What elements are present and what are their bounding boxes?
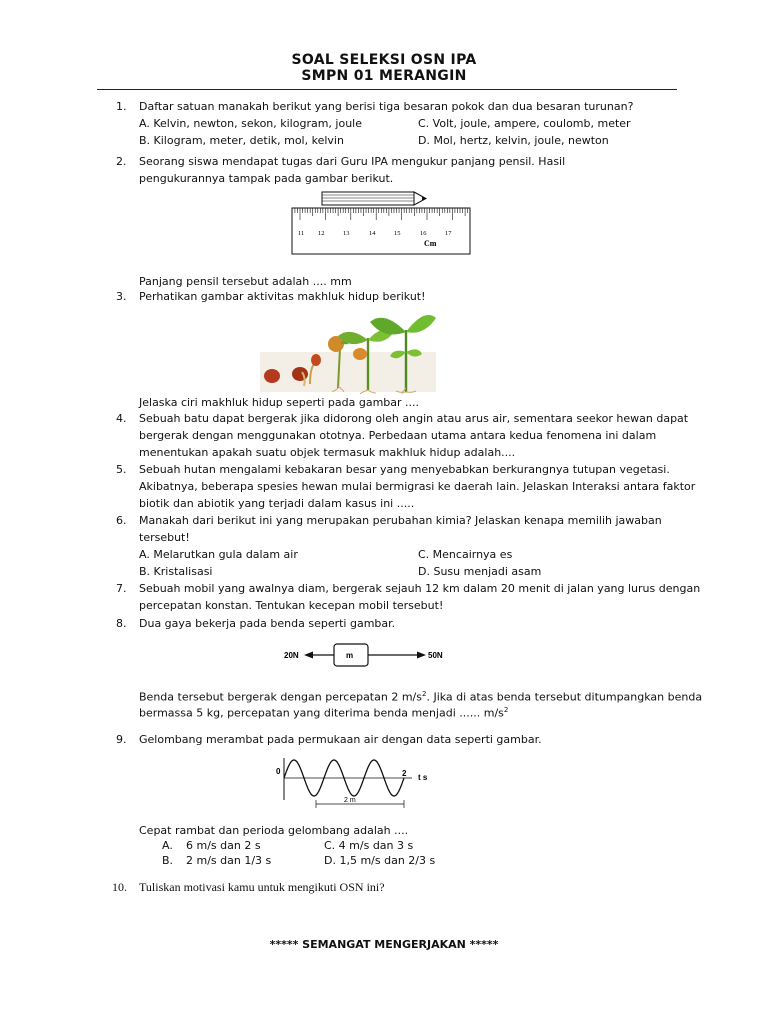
question-4-number: 4.: [116, 412, 127, 425]
question-6-line-2: tersebut!: [139, 531, 190, 544]
question-1-option-c: C. Volt, joule, ampere, coulomb, meter: [418, 117, 631, 130]
ruler-tick-label-14: 14: [369, 230, 376, 237]
question-8-prompt-1: Benda tersebut bergerak dengan percepatan 2 $m/s^2$. Jika di atas benda tersebut ditumpangkan benda: [139, 690, 703, 704]
question-2-line-1: Seorang siswa mendapat tugas dari Guru IPA mengukur panjang pensil. Hasil: [139, 155, 566, 168]
question-7-number: 7.: [116, 582, 127, 595]
question-9-number: 9.: [116, 733, 127, 746]
question-5-number: 5.: [116, 463, 127, 476]
question-2-line-2: pengukurannya tampak pada gambar berikut.: [139, 172, 394, 185]
footer-motto: ***** SEMANGAT MENGERJAKAN *****: [269, 938, 499, 951]
question-4-line-3: menentukan apakah suatu objek termasuk makhluk hidup adalah....: [139, 446, 516, 459]
question-3-text: Perhatikan gambar aktivitas makhluk hidup berikut!: [139, 290, 426, 303]
soil-background: [260, 352, 436, 392]
page-title: SOAL SELEKSI OSN IPA: [291, 52, 477, 68]
question-6-option-d: D. Susu menjadi asam: [418, 565, 542, 578]
ruler-tick-label-15: 15: [394, 230, 401, 237]
question-9-prompt: Cepat rambat dan perioda gelombang adalah ....: [139, 824, 409, 837]
wavelength-label: 2 m: [344, 797, 356, 804]
seed-icon: [264, 369, 280, 383]
question-9-text: Gelombang merambat pada permukaan air dengan data seperti gambar.: [139, 733, 542, 746]
page-subtitle: SMPN 01 MERANGIN: [301, 68, 467, 84]
question-1-option-d: D. Mol, hertz, kelvin, joule, newton: [418, 134, 609, 147]
question-7-line-2: percepatan konstan. Tentukan kecepan mobil tersebut!: [139, 599, 444, 612]
question-1-option-b: B. Kilogram, meter, detik, mol, kelvin: [139, 134, 344, 147]
question-8-prompt-2: bermassa 5 kg, percepatan yang diterima benda menjadi ...... $m/s^2$: [139, 706, 509, 720]
question-8-text: Dua gaya bekerja pada benda seperti gambar.: [139, 617, 396, 630]
question-6-option-b: B. Kristalisasi: [139, 565, 213, 578]
wave-diagram: [272, 752, 438, 812]
question-7-line-1: Sebuah mobil yang awalnya diam, bergerak sejauh 12 km dalam 20 menit di jalan yang lurus dengan: [139, 582, 701, 595]
question-8-number: 8.: [116, 617, 127, 630]
question-9-option-a-letter: A.: [162, 839, 173, 852]
question-3-number: 3.: [116, 290, 127, 303]
ruler-tick-label-12: 12: [318, 230, 325, 237]
question-9-option-b: 2 m/s dan 1/3 s: [186, 854, 272, 867]
ruler-tick-label-17: 17: [445, 230, 452, 237]
question-6-option-a: A. Melarutkan gula dalam air: [139, 548, 298, 561]
question-10-text: Tuliskan motivasi kamu untuk mengikuti OSN ini?: [139, 880, 385, 894]
question-9-option-a: 6 m/s dan 2 s: [186, 839, 261, 852]
question-6-option-c: C. Mencairnya es: [418, 548, 513, 561]
wave-origin-label: 0: [276, 767, 281, 776]
question-4-line-2: bergerak dengan menggunakan ototnya. Perbedaan utama antara kedua fenomena ini dalam: [139, 429, 657, 442]
question-5-line-1: Sebuah hutan mengalami kebakaran besar yang menyebabkan berkurangnya tutupan vegetasi.: [139, 463, 670, 476]
germination-figure: [258, 308, 438, 394]
header-divider: [97, 89, 677, 90]
force-right-label: 50N: [428, 651, 443, 660]
question-2-prompt: Panjang pensil tersebut adalah .... mm: [139, 275, 352, 288]
question-10-number: 10.: [112, 880, 127, 894]
question-9-option-b-letter: B.: [162, 854, 174, 867]
ruler-tick-label-16: 16: [420, 230, 427, 237]
wave-time-label: 2: [402, 769, 407, 778]
ruler-unit-label: Cm: [424, 239, 437, 248]
question-2-number: 2.: [116, 155, 127, 168]
left-arrow-icon: [304, 652, 313, 659]
question-3-prompt: Jelaska ciri makhluk hidup seperti pada gambar ....: [139, 396, 420, 409]
ruler-tick-label-13: 13: [343, 230, 350, 237]
question-1-option-a: A. Kelvin, newton, sekon, kilogram, joule: [139, 117, 363, 130]
question-1-number: 1.: [116, 100, 127, 113]
question-6-line-1: Manakah dari berikut ini yang merupakan perubahan kimia? Jelaskan kenapa memilih jawaban: [139, 514, 662, 527]
right-arrow-icon: [417, 652, 426, 659]
pencil-icon: [322, 192, 426, 205]
question-1-text: Daftar satuan manakah berikut yang berisi tiga besaran pokok dan dua besaran turunan?: [139, 100, 634, 113]
mass-label: m: [346, 651, 354, 660]
question-9-option-d: D. 1,5 m/s dan 2/3 s: [324, 854, 436, 867]
question-5-line-3: biotik dan abiotik yang terjadi dalam kasus ini .....: [139, 497, 415, 510]
question-9-option-c: C. 4 m/s dan 3 s: [324, 839, 414, 852]
seed-sprouting-icon: [292, 367, 308, 381]
ruler-tick-label-11: 11: [298, 230, 305, 237]
force-diagram: [282, 640, 452, 670]
ruler-pencil-figure: [290, 188, 474, 258]
force-left-label: 20N: [284, 651, 299, 660]
question-5-line-2: Akibatnya, beberapa spesies hewan mulai bermigrasi ke daerah lain. Jelaskan Interaksi antara faktor: [139, 480, 696, 493]
question-4-line-1: Sebuah batu dapat bergerak jika didorong oleh angin atau arus air, sementara seekor hewan dapat: [139, 412, 689, 425]
wave-time-unit: t s: [418, 773, 428, 782]
question-6-number: 6.: [116, 514, 127, 527]
